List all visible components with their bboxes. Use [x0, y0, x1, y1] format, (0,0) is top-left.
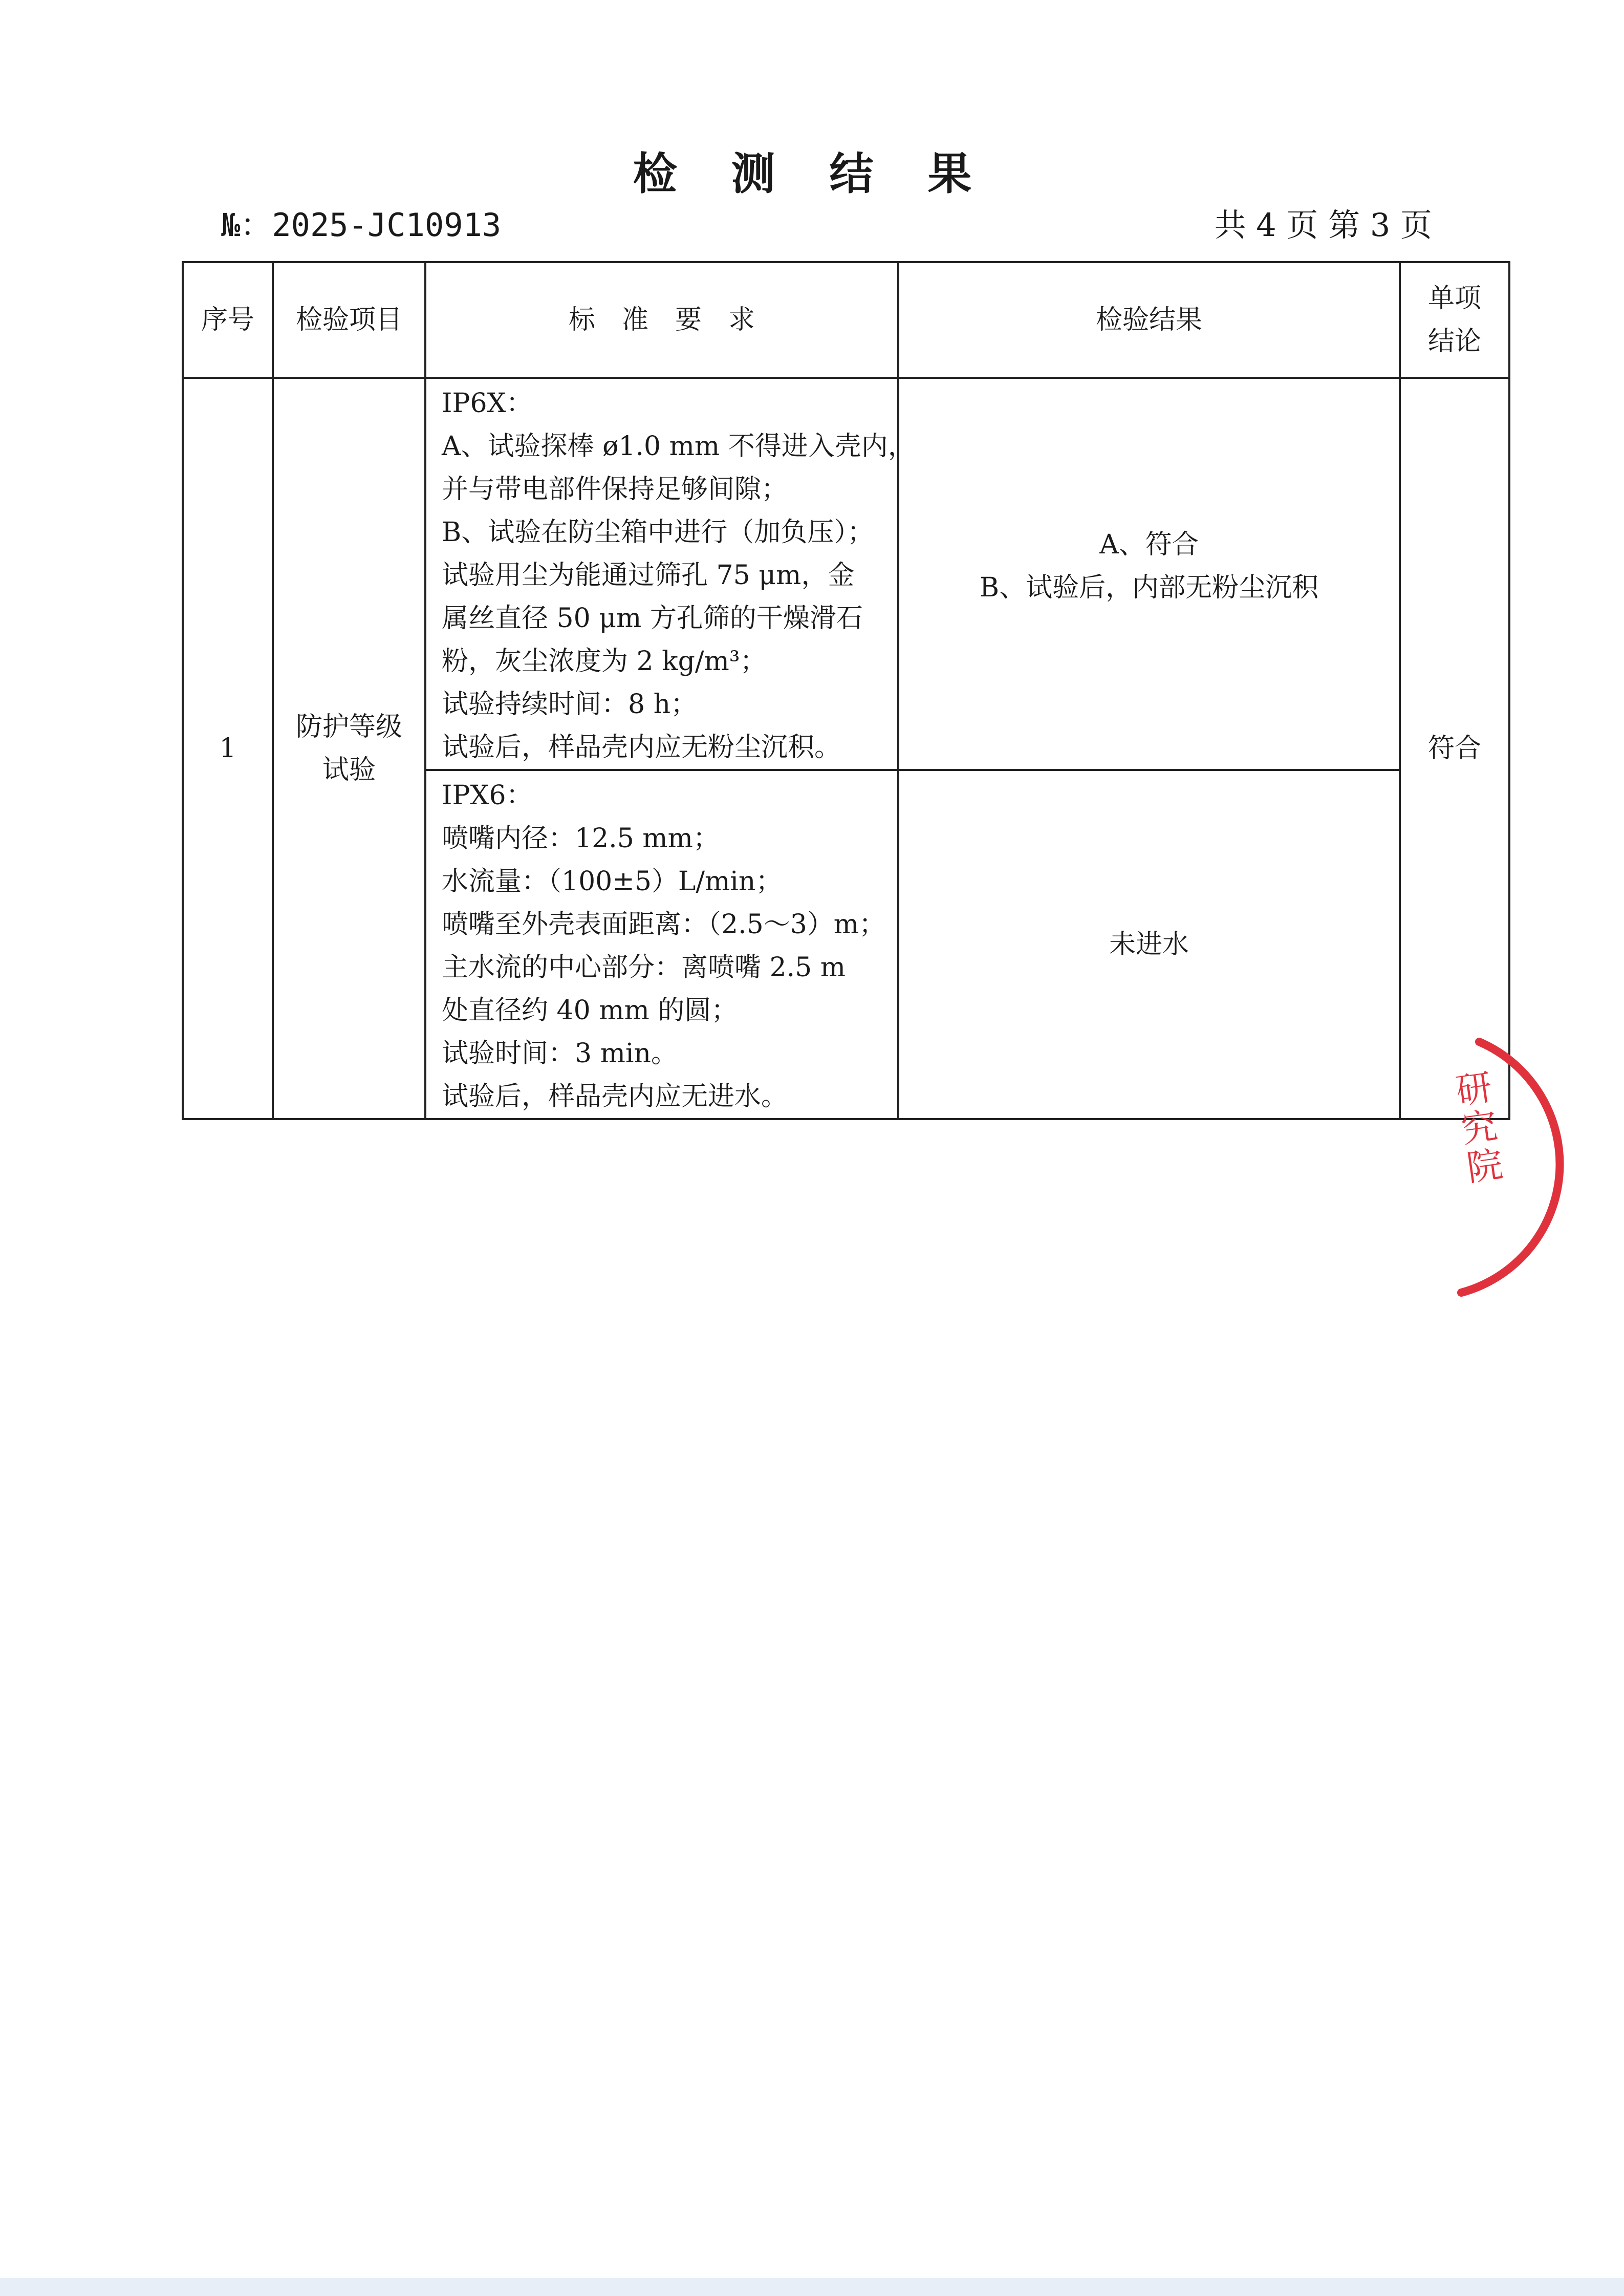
cell-seq: 1	[183, 378, 273, 1119]
seal-text: 研究院	[1447, 1067, 1506, 1189]
requirement-line: 试验时间：3 min。	[442, 1038, 678, 1069]
cell-item	[273, 378, 425, 1119]
requirement-line: 属丝直径 50 μm 方孔筛的干燥滑石	[442, 603, 863, 634]
cell-result-ip6x	[898, 378, 1400, 770]
column-header-conclusion	[1400, 262, 1509, 378]
report-number: №：2025-JC10913	[221, 206, 502, 244]
requirement-line: IPX6：	[442, 780, 533, 811]
item-line1: 防护等级	[295, 712, 402, 742]
cell-requirement-ipx6	[425, 770, 898, 1119]
result-line: B、试验后，内部无粉尘沉积	[979, 572, 1319, 603]
table-row	[183, 378, 1509, 770]
requirement-line: 粉，灰尘浓度为 2 kg/m³；	[442, 646, 767, 677]
page-title: 检 测 结 果	[633, 148, 991, 200]
column-header-item: 检验项目	[273, 262, 425, 378]
column-header-seq: 序号	[183, 262, 273, 378]
result-line: A、符合	[1099, 529, 1199, 560]
requirement-line: 并与带电部件保持足够间隙；	[442, 474, 788, 505]
requirement-line: 主水流的中心部分：离喷嘴 2.5 m	[442, 952, 846, 983]
requirement-line: 水流量：（100±5）L/min；	[442, 866, 783, 897]
conclusion-header-line2: 结论	[1427, 326, 1481, 357]
conclusion-header-line1: 单项	[1427, 283, 1481, 314]
requirement-line: 喷嘴内径：12.5 mm；	[442, 823, 720, 854]
column-header-requirement: 标 准 要 求	[425, 262, 898, 378]
cell-result-ipx6	[898, 770, 1400, 1119]
table-header-row	[183, 262, 1509, 378]
requirement-line: IP6X：	[442, 388, 533, 419]
result-line: 未进水	[1109, 929, 1189, 960]
requirement-line: 试验后，样品壳内应无粉尘沉积。	[442, 732, 841, 763]
requirement-line: 处直径约 40 mm 的圆；	[442, 995, 738, 1026]
page-indicator: 共 4 页 第 3 页	[1214, 206, 1432, 244]
cell-conclusion: 符合	[1400, 378, 1509, 1119]
column-header-result: 检验结果	[898, 262, 1400, 378]
requirement-line: 试验用尘为能通过筛孔 75 μm，金	[442, 560, 855, 591]
requirement-line: 试验持续时间：8 h；	[442, 689, 698, 720]
requirement-line: 试验后，样品壳内应无进水。	[442, 1081, 788, 1112]
scan-edge-band	[0, 2278, 1624, 2296]
requirement-line: A、试验探棒 ø1.0 mm 不得进入壳内，	[442, 431, 915, 462]
cell-requirement-ip6x	[425, 378, 915, 770]
requirement-line: B、试验在防尘箱中进行（加负压）；	[442, 517, 874, 548]
requirement-line: 喷嘴至外壳表面距离：（2.5～3）m；	[442, 909, 886, 940]
inspection-results-table	[182, 261, 1510, 1120]
item-line2: 试验	[322, 755, 376, 785]
